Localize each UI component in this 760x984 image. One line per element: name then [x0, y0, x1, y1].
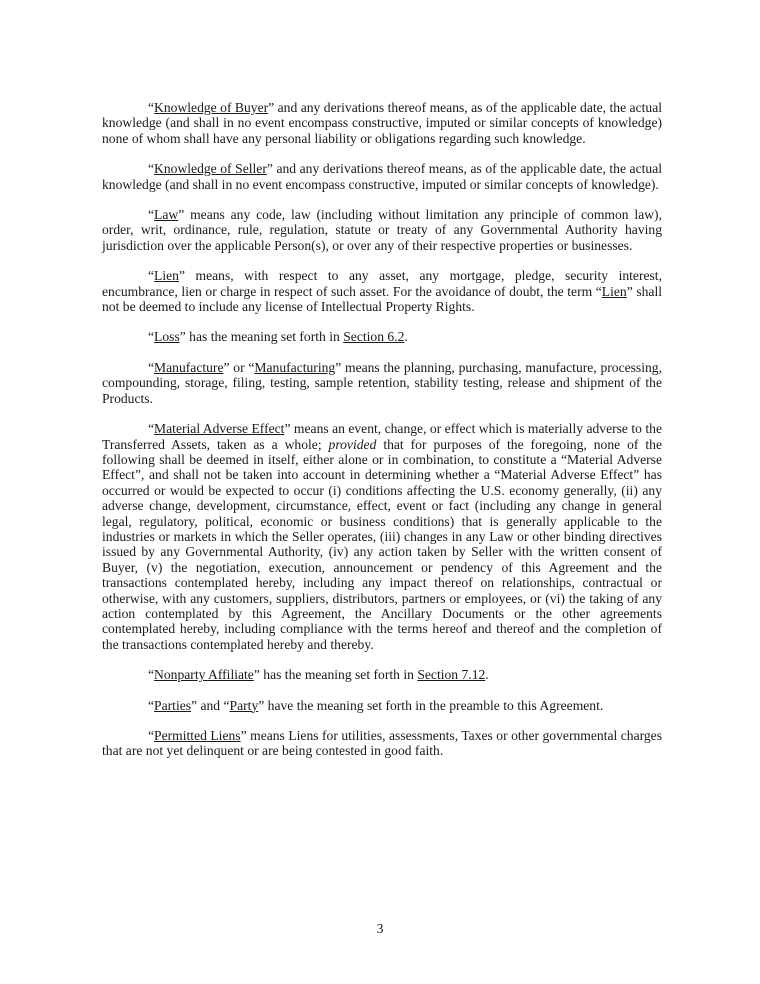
definition-lien: “Lien” means, with respect to any asset, any mortgage, pledge, security interest, encumbrance, lien or charge in respect of such asset. For the avoidance of doubt, the term “Lien” shall not be deemed to include any license of Intellectual Property Rights.: [102, 268, 662, 315]
defined-term: Material Adverse Effect: [154, 421, 285, 437]
defined-term: Knowledge of Buyer: [154, 100, 269, 115]
punctuation: .: [404, 329, 408, 345]
definition-text: means, with respect to any asset, any mortgage, pledge, security interest, encumbrance, lien or charge in respect of such asset. For the avoidance of doubt, the term “: [102, 268, 662, 299]
defined-term: Knowledge of Seller: [154, 161, 267, 177]
section-reference: Section 7.12: [417, 667, 486, 683]
definition-text: means Liens for utilities, assessments, Taxes or other governmental charges that are not yet delinquent or are being contested in good faith.: [102, 728, 662, 759]
definition-text: ” shall not be deemed to include any license of Intellectual Property Rights.: [102, 283, 662, 315]
definition-text: that for purposes of the foregoing, none of the following shall be deemed in itself, either alone or in combination, to constitute a “Material Adverse Effect”, and shall not be taken into account in determining whether a “Material Adverse Effect” has occurred or would be expected to occur (i) conditions affecting the U.S. economy generally, (ii) any adverse change, development, circumstance, effect, event or fact (including any change in general legal, regulatory, political, economic or business conditions) that is generally applicable to the industries or markets in which the Seller operates, (iii) changes in any Law or other binding directives issued by any Governmental Authority, (iv) any action taken by Seller with the written consent of Buyer, (v) the negotiation, execution, announcement or pendency of this Agreement and the transactions contemplated hereby, including any impact thereof on relationships, contractual or otherwise, with any customers, suppliers, distributors, partners or employees, or (vi) the taking of any action contemplated by this Agreement, the Ancillary Documents or the other agreements contemplated hereby, including compliance with the terms hereof and thereof and the completion of the transactions contemplated hereby and thereby.: [102, 436, 662, 652]
definition-permitted-liens: “Permitted Liens” means Liens for utilities, assessments, Taxes or other governmental charges that are not yet delinquent or are being contested in good faith.: [102, 728, 662, 759]
defined-term: Manufacturing: [254, 359, 336, 375]
definition-text: and any derivations thereof means, as of the applicable date, the actual knowledge (and shall in no event encompass constructive, imputed or similar concepts of knowledge) none of whom shall have any personal liability or obligations regarding such knowledge.: [102, 100, 663, 146]
definition-loss: “Loss” has the meaning set forth in Section 6.2.: [148, 329, 408, 345]
definition-text: and any derivations thereof means, as of the applicable date, the actual knowledge (and shall in no event encompass constructive, imputed or similar concepts of knowledge).: [102, 161, 663, 192]
defined-term: Lien: [154, 268, 179, 284]
defined-term: Loss: [154, 329, 180, 345]
definition-text: means any code, law (including without limitation any principle of common law), order, writ, ordinance, rule, regulation, statute or treaty of any Governmental Authority having jurisdiction over the applicable Person(s), or over any of their respective properties or businesses.: [102, 207, 662, 253]
definition-law: “Law” means any code, law (including without limitation any principle of common law), order, writ, ordinance, rule, regulation, statute or treaty of any Governmental Authority having jurisdiction over the applicable Person(s), or over any of their respective properties or businesses.: [102, 207, 662, 253]
connector: ” and “: [191, 697, 230, 713]
definition-knowledge-of-buyer: “Knowledge of Buyer” and any derivations thereof means, as of the applicable date, the actual knowledge (and shall in no event encompass constructive, imputed or similar concepts of knowledge) none of whom shall have any personal liability or obligations regarding such knowledge.: [102, 100, 663, 146]
defined-term: Law: [154, 207, 179, 223]
defined-term: Parties: [154, 697, 192, 713]
page-number: 3: [376, 921, 384, 936]
definition-parties: “Parties” and “Party” have the meaning set forth in the preamble to this Agreement.: [148, 697, 604, 713]
definition-text: ” means the planning, purchasing, manufacture, processing, compounding, storage, filing, testing, sample retention, stability testing, release and shipment of the Products.: [102, 359, 662, 406]
definition-text: has the meaning set forth in: [259, 667, 418, 683]
defined-term: Manufacture: [154, 359, 224, 375]
defined-term: Nonparty Affiliate: [154, 667, 254, 683]
definition-manufacture: “Manufacture” or “Manufacturing” means the planning, purchasing, manufacture, processing, compounding, storage, filing, testing, sample retention, stability testing, release and shipment of the Products.: [102, 359, 662, 406]
connector: ” or “: [223, 359, 255, 375]
italic-text: provided: [328, 436, 377, 452]
definition-knowledge-of-seller: “Knowledge of Seller” and any derivations thereof means, as of the applicable date, the actual knowledge (and shall in no event encompass constructive, imputed or similar concepts of knowledge).: [102, 161, 663, 192]
definition-text: has the meaning set forth in: [185, 329, 344, 345]
section-reference: Section 6.2: [343, 329, 405, 345]
definition-text: ” have the meaning set forth in the preamble to this Agreement.: [258, 697, 604, 713]
defined-term-reference: Lien: [601, 283, 627, 299]
definition-text: means an event, change, or effect which is materially adverse to the Transferred Assets, taken as a whole;: [102, 421, 662, 452]
definition-material-adverse-effect: “Material Adverse Effect” means an event, change, or effect which is materially adverse to the Transferred Assets, taken as a whole; provided that for purposes of the foregoing, none of the following shall be deemed in itself, either alone or in combination, to constitute a “Material Adverse Effect”, and shall not be taken into account in determining whether a “Material Adverse Effect” has occurred or would be expected to occur (i) conditions affecting the U.S. economy generally, (ii) any adverse change, development, circumstance, effect, event or fact (including any change in general legal, regulatory, political, economic or business conditions) that is generally applicable to the industries or markets in which the Seller operates, (iii) changes in any Law or other binding directives issued by any Governmental Authority, (iv) any action taken by Seller with the written consent of Buyer, (v) the negotiation, execution, announcement or pendency of this Agreement and the transactions contemplated hereby, including any impact thereof on relationships, contractual or otherwise, with any customers, suppliers, distributors, partners or employees, or (vi) the taking of any action contemplated by this Agreement, the Ancillary Documents or the other agreements contemplated hereby, including compliance with the terms hereof and thereof and the completion of the transactions contemplated hereby and thereby.: [102, 421, 662, 652]
defined-term: Permitted Liens: [154, 728, 241, 743]
definition-nonparty-affiliate: “Nonparty Affiliate” has the meaning set forth in Section 7.12.: [148, 667, 489, 683]
punctuation: .: [485, 667, 489, 683]
defined-term: Party: [229, 697, 259, 713]
